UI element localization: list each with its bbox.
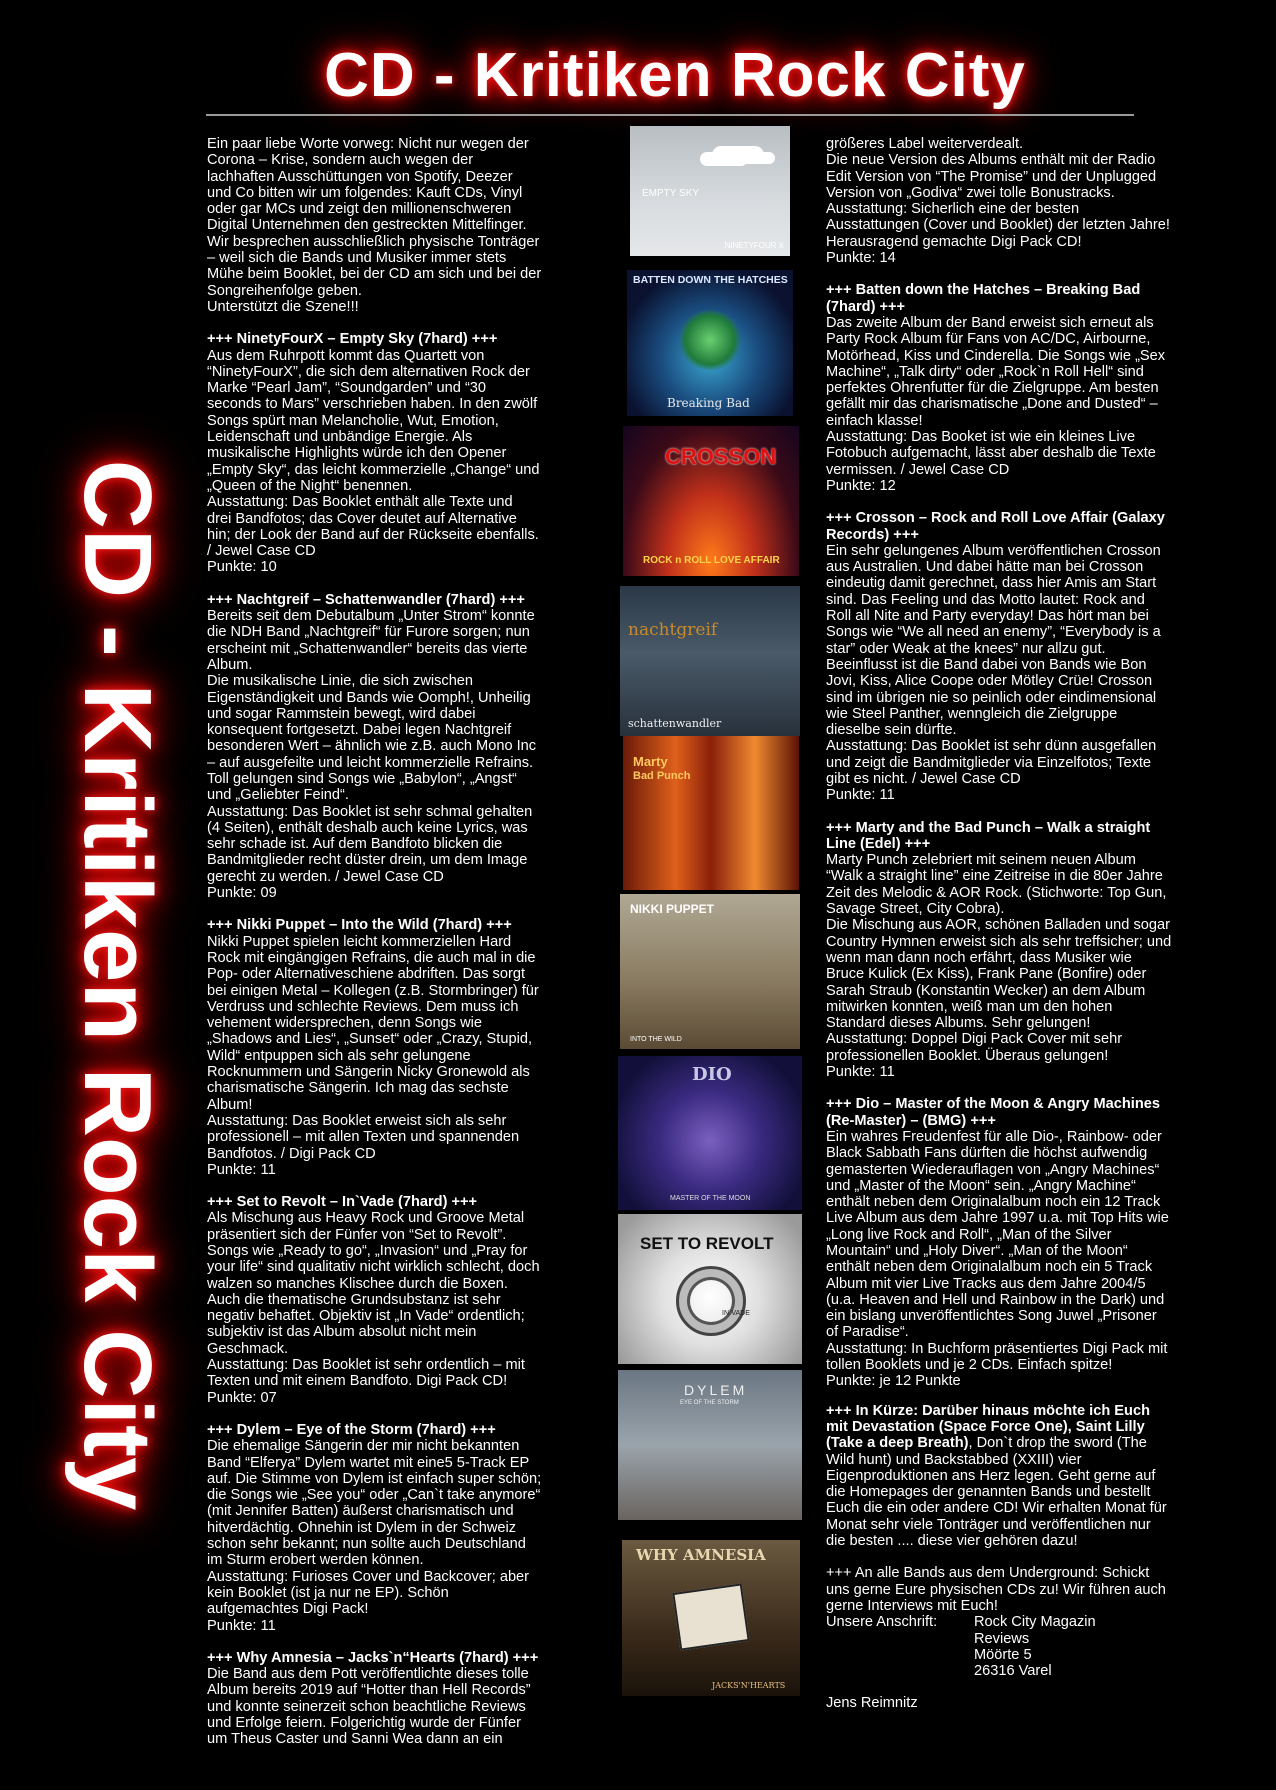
cover-dio: [618, 1056, 802, 1210]
title-divider: [206, 114, 1134, 116]
cover-nachtgreif: [620, 586, 800, 736]
cover-caption: JACKS'N'HEARTS: [712, 1681, 786, 1690]
review-heading: +++ Set to Revolt – In`Vade (7hard) +++: [207, 1194, 478, 1211]
circle-emblem: [676, 1266, 746, 1336]
cover-empty-sky: [630, 126, 790, 256]
review-heading: +++ NinetyFourX – Empty Sky (7hard) +++: [207, 331, 498, 348]
review-heading: +++ Nachtgreif – Schattenwandler (7hard) +++: [207, 591, 525, 608]
cover-caption: DYLEM: [684, 1382, 748, 1398]
cover-why-amnesia: [622, 1540, 800, 1696]
cover-caption: DIO: [692, 1064, 732, 1085]
cover-caption: INTO THE WILD: [630, 1036, 682, 1043]
review-heading: +++ Crosson – Rock and Roll Love Affair (Galaxy: [826, 510, 1165, 527]
review-heading: +++ Dylem – Eye of the Storm (7hard) +++: [207, 1421, 496, 1438]
review-heading: (Re-Master) – (BMG) +++: [826, 1112, 996, 1129]
cover-caption: ROCK n ROLL LOVE AFFAIR: [643, 555, 780, 566]
left-column: [207, 136, 597, 1764]
cover-caption: CROSSON: [665, 444, 777, 469]
cover-caption: BATTEN DOWN THE HATCHES: [633, 274, 788, 286]
cover-marty-bad-punch: [623, 736, 799, 890]
cover-caption: NIKKI PUPPET: [630, 902, 715, 916]
side-title: CD - Kritiken Rock City: [64, 459, 171, 1511]
cover-dylem: [618, 1370, 802, 1520]
review-heading: +++ Marty and the Bad Punch – Walk a straight: [826, 819, 1151, 836]
cover-nikki-puppet: [620, 894, 800, 1049]
cover-crosson: [623, 426, 799, 576]
cover-caption: Breaking Bad: [667, 396, 750, 410]
cover-caption: WHY AMNESIA: [636, 1546, 766, 1564]
cover-caption: Marty: [633, 754, 668, 769]
review-nikki-puppet: +++ Nikki Puppet – Into the Wild (7hard) +++ Nikki Puppet spielen leicht kommerziellen Hard Rock mit eingängigen Refrains, die auch mal in die Pop- oder Alternativeschiene abdriften. Das sorgt bei einigen Metal – Kollegen (z.B. Stormbringer) für Verdruss und schlechte Reviews. Dem muss ich vehement widersprechen, denn Songs wie „Shadows and Lies“, „Sunset“ oder „Crazy, Stupid, Wild“ entpuppen sich als sehr gelungene Rocknummern und Sängerin Nicky Gronewold als charismatische Sängerin. Ich mag das sechste Album! Ausstattung: Das Booklet erweist sich als sehr professionell – mit allen Texten und spannenden Bandfotos. / Digi Pack CD Punkte: 11: [207, 917, 597, 1178]
review-heading: +++ Why Amnesia – Jacks`n“Hearts (7hard) +++: [207, 1649, 539, 1666]
review-nachtgreif: +++ Nachtgreif – Schattenwandler (7hard) +++ Bereits seit dem Debutalbum „Unter Strom“ konnte die NDH Band „Nachtgreif“ für Furore sorgen; nun erscheint mit „Schattenwandler“ bereits das vierte Album. Die musikalische Linie, die sich zwischen Eigenständigkeit und Bands wie Oomph!, Unheilig und sogar Rammstein bewegt, wird dabei konsequent fortgesetzt. Dabei legen Nachtgreif besonderen Wert – ähnlich wie z.B. auch Mono Inc – auf ausgefeilte und leicht kommerzielle Refrains. Toll gelungen sind Songs wie „Babylon“, „Angst“ und „Geliebter Feind“. Ausstattung: Das Booklet ist sehr schmal gehalten (4 Seiten), enthält deshalb auch keine Lyrics, was sehr schade ist. Auf dem Bandfoto blicken die Bandmitglieder recht düster drein, um dem Image gerecht zu werden. / Jewel Case CD Punkte: 09: [207, 592, 597, 902]
review-heading: +++ Nikki Puppet – Into the Wild (7hard) +++: [207, 917, 512, 934]
review-heading: (7hard) +++: [826, 298, 906, 315]
review-why-amnesia: +++ Why Amnesia – Jacks`n“Hearts (7hard) +++ Die Band aus dem Pott veröffentlichte dieses tolle Album bereits 2019 auf “Hotter than Hell Records” und konnte seinerzeit schon beachtliche Reviews und Erfolge feiern. Folgerichtig wurde der Fünfer um Theus Caster und Sanni Wea dann an ein: [207, 1650, 597, 1748]
in-kuerze-paragraph: +++ In Kürze: Darüber hinaus möchte ich Euch mit Devastation (Space Force One), Saint Lilly (Take a deep Breath), Don`t drop the sword (The Wild hunt) und Backstabbed (XXIII) vier Eigenproduktionen ans Herz legen. Geht gerne auf die Homepages der genannten Bands und bestellt Euch die ein oder andere CD! Wir erhalten Monat für Monat sehr viele Tonträger und veröffentlichen nur die besten .... diese vier gehören dazu!: [826, 1402, 1167, 1550]
review-set-to-revolt: +++ Set to Revolt – In`Vade (7hard) +++ Als Mischung aus Heavy Rock und Groove Metal präsentiert sich der Fünfer von “Set to Revolt”. Songs wie „Ready to go“, „Invasion“ und „Pray for your life“ sind qualitativ nicht wirklich schlecht, doch walzen so manches Klischee durch die Boxen. Auch die thematische Grundsubstanz ist sehr negativ behaftet. Objektiv ist „In Vade“ ordentlich; subjektiv ist das Album absolut nicht mein Geschmack. Ausstattung: Das Booklet ist sehr ordentlich – mit Texten und mit einem Bandfoto. Digi Pack CD! Punkte: 07: [207, 1194, 597, 1406]
review-crosson: +++ Crosson – Rock and Roll Love Affair (Galaxy Records) +++ Ein sehr gelungenes Album veröffentlichen Crosson aus Australien. Und dabei hätte man bei Crosson eindeutig damit gerechnet, dass hier Amis am Start sind. Das Feeling und das Motto lautet: Rock and Roll all Nite and Party everyday! Das hört man bei Songs wie “We all need an enemy”, “Everybody is a star” oder Weak at the knees” nur allzu gut. Beeinflusst ist die Band dabei von Bands wie Bon Jovi, Kiss, Alice Coope oder Mötley Crüe! Crosson sind im übrigen nie so peinlich oder eindimensional wie Steel Panther, wenngleich die Zielgruppe dieselbe sein dürfte. Ausstattung: Das Booklet ist sehr dünn ausgefallen und zeigt die Bandmitglieder via Einzelfotos; Texte gibt es nicht. / Jewel Case CD Punkte: 11: [826, 510, 1236, 803]
address-label: Unsere Anschrift:: [826, 1614, 938, 1631]
cover-caption: SET TO REVOLT: [640, 1234, 774, 1253]
page-title: CD - Kritiken Rock City: [324, 41, 1026, 110]
review-heading: Records) +++: [826, 526, 919, 543]
cover-caption: NINETYFOUR X: [724, 241, 784, 250]
underground-paragraph: +++ An alle Bands aus dem Underground: Schickt uns gerne Eure physischen CDs zu! Wir führen auch gerne Interviews mit Euch!: [826, 1565, 1166, 1614]
cover-caption: schattenwandler: [628, 717, 722, 730]
review-marty-bad-punch: +++ Marty and the Bad Punch – Walk a straight Line (Edel) +++ Marty Punch zelebriert mit seinem neuen Album “Walk a straight line” eine Zeitreise in die 80er Jahre Zeit des Melodic & AOR Rock. (Stichworte: Top Gun, Savage Street, City Cobra). Die Mischung aus AOR, schönen Balladen und sogar Country Hymnen erweist sich als sehr treffsicher; und wenn man dann noch erfährt, dass Musiker wie Bruce Kulick (Ex Kiss), Frank Pane (Bonfire) oder Sarah Straub (Konstantin Wecker) an dem Album mitwirken konnten, weiß man um den hohen Standard dieses Albums. Sehr gelungen! Ausstattung: Doppel Digi Pack Cover mit sehr professionellen Booklet. Überaus gelungen! Punkte: 11: [826, 820, 1236, 1081]
review-heading: Line (Edel) +++: [826, 835, 931, 852]
cover-caption: EYE OF THE STORM: [680, 1400, 739, 1406]
review-why-amnesia-continued: größeres Label weiterverdealt. Die neue Version des Albums enthält mit der Radio Edit Version von “The Promise” und der Unplugged Version von „Godiva“ zwei tolle Bonustracks. Ausstattung: Sicherlich eine der besten Ausstattungen (Cover und Booklet) der letzten Jahre! Herausragend gemachte Digi Pack CD! Punkte: 14: [826, 136, 1170, 267]
cover-set-to-revolt: [618, 1214, 802, 1364]
cover-caption: EMPTY SKY: [642, 188, 700, 199]
playing-cards: [672, 1583, 749, 1650]
cover-caption: Bad Punch: [633, 770, 691, 782]
intro-paragraph: Ein paar liebe Worte vorweg: Nicht nur wegen der Corona – Krise, sondern auch wegen der lachhaften Ausschüttungen von Spotify, Deezer und Co bitten wir um folgendes: Kauft CDs, Vinyl oder gar MCs und zeigt den millionenschweren Digital Unternehmen den gestreckten Mittelfinger. Wir besprechen ausschließlich physische Tonträger – weil sich die Bands und Musiker immer stets Mühe beim Booklet, bei der CD am sich und bei der Songreihenfolge geben. Unterstützt die Szene!!!: [207, 136, 542, 315]
postal-address: Unsere Anschrift: Rock City Magazin Reviews Möörte 5 26316 Varel: [826, 1614, 1096, 1680]
review-ninetyfourx: +++ NinetyFourX – Empty Sky (7hard) +++ Aus dem Ruhrpott kommt das Quartett von “NinetyFourX”, die sich dem alternativen Rock der Marke “Pearl Jam”, “Soundgarden” und “30 seconds to Mars” verschrieben haben. In den zwölf Songs spürt man Melancholie, Wut, Emotion, Leidenschaft und unbändige Energie. Als musikalische Highlights würde ich den Opener „Empty Sky“, das leicht kommerzielle „Change“ und „Queen of the Night“ benennen. Ausstattung: Das Booklet enthält alle Texte und drei Bandfotos; das Cover deutet auf Alternative hin; der Look der Band auf der Rückseite ebenfalls. / Jewel Case CD Punkte: 10: [207, 331, 597, 575]
review-dylem: +++ Dylem – Eye of the Storm (7hard) +++ Die ehemalige Sängerin der mir nicht bekannten Band “Elferya” Dylem wartet mit eine5 5-Track EP auf. Die Stimme von Dylem ist einfach super schön; die Songs wie „See you“ oder „Can`t take anymore“ (mit Jennifer Batten) äußerst charismatisch und hitverdächtig. Ohnehin ist Dylem in der Schweiz schon sehr bekannt; nun sollte auch Deutschland im Sturm erobert werden können. Ausstattung: Furioses Cover und Backcover; aber kein Booklet (ist ja nur ne EP). Schön aufgemachtes Digi Pack! Punkte: 11: [207, 1422, 597, 1634]
monster-art: [677, 310, 743, 370]
cover-caption: nachtgreif: [628, 620, 718, 640]
right-column: [826, 136, 1236, 1728]
review-heading: +++ Dio – Master of the Moon & Angry Machines: [826, 1096, 1160, 1113]
review-batten-down-the-hatches: +++ Batten down the Hatches – Breaking Bad (7hard) +++ Das zweite Album der Band erweist sich erneut als Party Rock Album für Fans von AC/DC, Airbourne, Motörhead, Kiss und Cinderella. Die Songs wie „Sex Machine“, „Talk dirty“ oder „Rock`n Roll Hell“ sind perfektes Ohrenfutter für die Zielgruppe. Am besten gefällt mir das charismatische „Done and Dusted“ – einfach klasse! Ausstattung: Das Booket ist wie ein kleines Live Fotobuch aufgemacht, lässt aber deshalb die Texte vermissen. / Jewel Case CD Punkte: 12: [826, 282, 1236, 494]
cover-breaking-bad: [627, 270, 793, 416]
cloud-icon: [712, 146, 764, 164]
review-heading: +++ Batten down the Hatches – Breaking Bad: [826, 282, 1141, 299]
author-signature: Jens Reimnitz: [826, 1695, 918, 1712]
review-dio: +++ Dio – Master of the Moon & Angry Machines (Re-Master) – (BMG) +++ Ein wahres Freudenfest für alle Dio-, Rainbow- oder Black Sabbath Fans dürften die höchst aufwendig gemasterten Wiederauflagen von „Angry Machines“ und „Master of the Moon“ sein. „Angry Machine“ enthält neben dem Originalalbum noch ein 12 Track Live Album aus dem Jahre 1997 u.a. mit Top Hits wie „Long live Rock and Roll“, „Man of the Silver Mountain“ und „Holy Diver“. „Man of the Moon“ enthält neben dem Originalalbum noch ein 5 Track Album mit vier Live Tracks aus dem Jahre 2004/5 (u.a. Heaven and Hell und Rainbow in the Dark) und ein bislang unveröffentlichtes Song Juwel „Prisoner of Paradise“. Ausstattung: In Buchform präsentiertes Digi Pack mit tollen Booklets und je 2 CDs. Einfach spitze! Punkte: je 12 Punkte: [826, 1096, 1236, 1389]
cover-caption: MASTER OF THE MOON: [670, 1195, 751, 1202]
cover-caption: IN`VADE: [722, 1310, 750, 1317]
